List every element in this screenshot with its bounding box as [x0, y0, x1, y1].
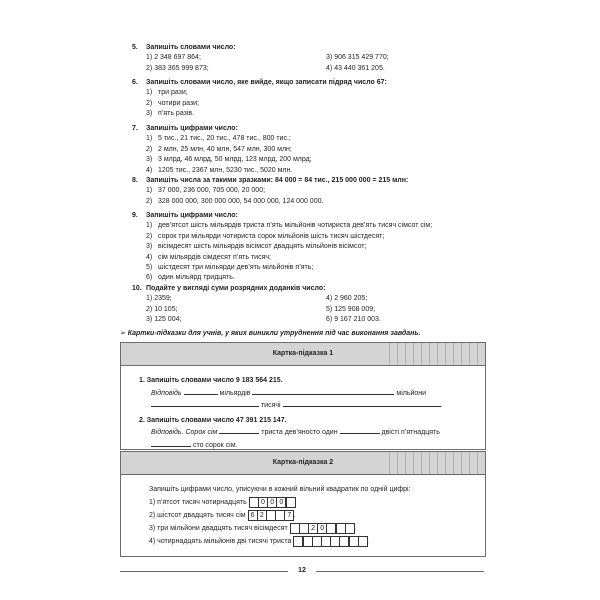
card-question: 1. Запишіть словами число 9 183 564 215.	[139, 377, 283, 384]
digit-box[interactable]: 0	[276, 497, 286, 508]
hint-card-2	[120, 451, 486, 557]
item-number: 6)	[326, 316, 333, 324]
list-item: 2) чотири рази;	[146, 99, 200, 107]
list-item: 1) 5 тис., 21 тис., 20 тис., 478 тис., 800 тис.;	[146, 135, 291, 143]
answer-text: двісті п’ятнадцять	[381, 429, 440, 437]
digit-box[interactable]: 7	[284, 510, 294, 521]
page-footer	[120, 566, 484, 576]
item-number: 2)	[146, 305, 153, 313]
item-number: 3)	[326, 54, 333, 62]
footer-rule	[120, 571, 288, 572]
digit-box[interactable]: 0	[267, 497, 277, 508]
ruler-decoration	[389, 452, 485, 474]
card-header	[121, 343, 485, 366]
list-item: 1) дев’ятсот шість мільярдів триста п’ять мільйонів чотириста дев’ять тисяч сімсот сім;	[146, 222, 433, 230]
exercise-5	[132, 43, 472, 74]
list-item: 5) шістдесят три мільярди дев’ять мільйонів п’ять;	[146, 264, 314, 272]
list-item: 4) 1205 тис., 2367 млн, 5230 тис., 5020 млн.	[146, 166, 293, 174]
item-number: 1)	[146, 295, 153, 303]
item-number: 5)	[326, 305, 333, 313]
digit-row-3: 3) три мільйони двадцять тисяч вісімдесят 2 0 .	[149, 524, 356, 532]
item-text: 906 315 429 770;	[334, 54, 389, 62]
answer-label: Відповідь	[151, 389, 182, 397]
item-text: 2 960 205;	[334, 295, 368, 303]
digit-box[interactable]: 0	[317, 523, 327, 534]
exercise-title: Запишіть числа за такими зразками: 84 000 = 84 тис., 215 000 000 = 215 млн:	[146, 177, 409, 184]
page-number: 12	[298, 567, 306, 574]
item-text: 125 004;	[154, 316, 182, 324]
card-question: 2. Запишіть словами число 47 391 215 147.	[139, 416, 287, 424]
item-number: 3)	[146, 316, 153, 324]
answer-blank[interactable]	[340, 426, 380, 434]
exercise-6	[132, 78, 472, 120]
exercise-number: 10.	[132, 285, 142, 292]
answer-blank[interactable]	[184, 387, 218, 395]
footer-rule	[316, 571, 484, 572]
exercise-number: 6.	[132, 79, 138, 86]
digit-box[interactable]: 6	[248, 510, 258, 521]
exercise-title: Запишіть словами число, яке вийде, якщо записати підряд число 67:	[146, 79, 387, 86]
digit-box[interactable]: 2	[308, 523, 318, 534]
exercise-title: Подайте у вигляді суми розрядних доданків число:	[146, 285, 326, 292]
answer-word: тисячі	[260, 402, 281, 410]
list-item: 2) 2 млн, 25 млн, 40 млн, 547 млн, 300 млн;	[146, 145, 292, 153]
card-instructions: Запишіть цифрами число, уписуючи в кожний вільний квадратик по одній цифрі:	[149, 486, 411, 493]
digit-box[interactable]: 2	[257, 510, 267, 521]
answer-text: Відповідь. Сорок сім	[151, 429, 218, 437]
digit-row-1: 1) п’ятсот тисяч чотирнадцять 0 0 0 .	[149, 498, 297, 506]
card-header	[121, 452, 485, 475]
exercise-title: Запишіть цифрами число:	[146, 125, 238, 132]
exercise-10	[132, 284, 472, 326]
digit-row-2: 2) шістсот двадцять тисяч сім 6 2 7 .	[149, 511, 296, 519]
answer-text: сто сорок сім.	[192, 441, 238, 449]
item-number: 2)	[146, 64, 153, 72]
list-item: 1) 37 000, 236 000, 705 000, 20 000;	[146, 187, 266, 195]
item-text: 10 105;	[154, 305, 178, 313]
answer-blank[interactable]	[219, 426, 259, 434]
answer-word: мільярдів	[219, 389, 251, 397]
item-text: 43 440 361 205.	[334, 64, 385, 72]
exercise-title: Запишіть словами число:	[146, 44, 236, 51]
list-item: 2) 328 000 000, 300 000 000, 54 000 000, 124 000 000.	[146, 197, 324, 205]
exercise-8	[132, 176, 472, 207]
list-item: 4) сім мільярдів сімдесят п’ять тисяч;	[146, 253, 271, 261]
exercise-9	[132, 211, 472, 284]
hint-cards-note: ➢ Картки-підказки для учнів, у яких виникли утруднення під час виконання завдань.	[120, 330, 421, 337]
item-text: 125 908 009;	[334, 305, 376, 313]
list-item: 3) п’ять разів.	[146, 110, 195, 118]
item-number: 1)	[146, 54, 153, 62]
item-number: 4)	[326, 295, 333, 303]
list-item: 1) три рази;	[146, 89, 188, 97]
answer-blank[interactable]	[151, 399, 259, 407]
list-item: 2) сорок три мільярди чотириста сорок мільйонів шість тисяч шістдесят;	[146, 232, 385, 240]
item-text: 2359;	[154, 295, 172, 303]
exercise-number: 5.	[132, 44, 138, 51]
exercise-number: 7.	[132, 125, 138, 132]
exercise-number: 9.	[132, 212, 138, 219]
item-text: 9 167 210 003.	[334, 316, 381, 324]
answer-text: триста дев’яносто один	[261, 429, 338, 437]
item-text: 383 365 999 873;	[154, 64, 209, 72]
list-item: 3) 3 млрд, 46 млрд, 50 млрд, 123 млрд, 200 млрд;	[146, 156, 312, 164]
list-item: 3) вісімдесят шість мільярдів вісімсот двадцять мільйонів вісімсот;	[146, 243, 367, 251]
card-title: Картка-підказка 2	[272, 459, 334, 466]
answer-blank[interactable]	[151, 439, 191, 447]
item-text: 2 348 697 864;	[154, 54, 201, 62]
answer-word: мільйони	[396, 389, 427, 397]
ruler-decoration	[389, 343, 485, 365]
digit-row-4: 4) чотирнадцять мільйонів дві тисячі триста .	[149, 535, 471, 548]
exercise-7	[132, 124, 472, 176]
exercise-number: 8.	[132, 177, 138, 184]
answer-blank[interactable]	[252, 387, 394, 395]
hint-card-1: Картка-підказка 1 1. Запишіть словами число 9 183 564 215. Відповідь мільярдів мільйони тисячі . 2. Запишіть словами число 47 391 215 147. Відповідь. Сорок сім триста дев’яносто один двісті п’ятнадцять сто сорок сім.	[120, 342, 486, 450]
exercise-title: Запишіть цифрами число:	[146, 212, 238, 219]
digit-box[interactable]: 0	[258, 497, 268, 508]
list-item: 6) один мільярд тридцять.	[146, 274, 235, 282]
answer-blank[interactable]	[283, 399, 441, 407]
card-title: Картка-підказка 1	[272, 350, 334, 357]
item-number: 4)	[326, 64, 333, 72]
